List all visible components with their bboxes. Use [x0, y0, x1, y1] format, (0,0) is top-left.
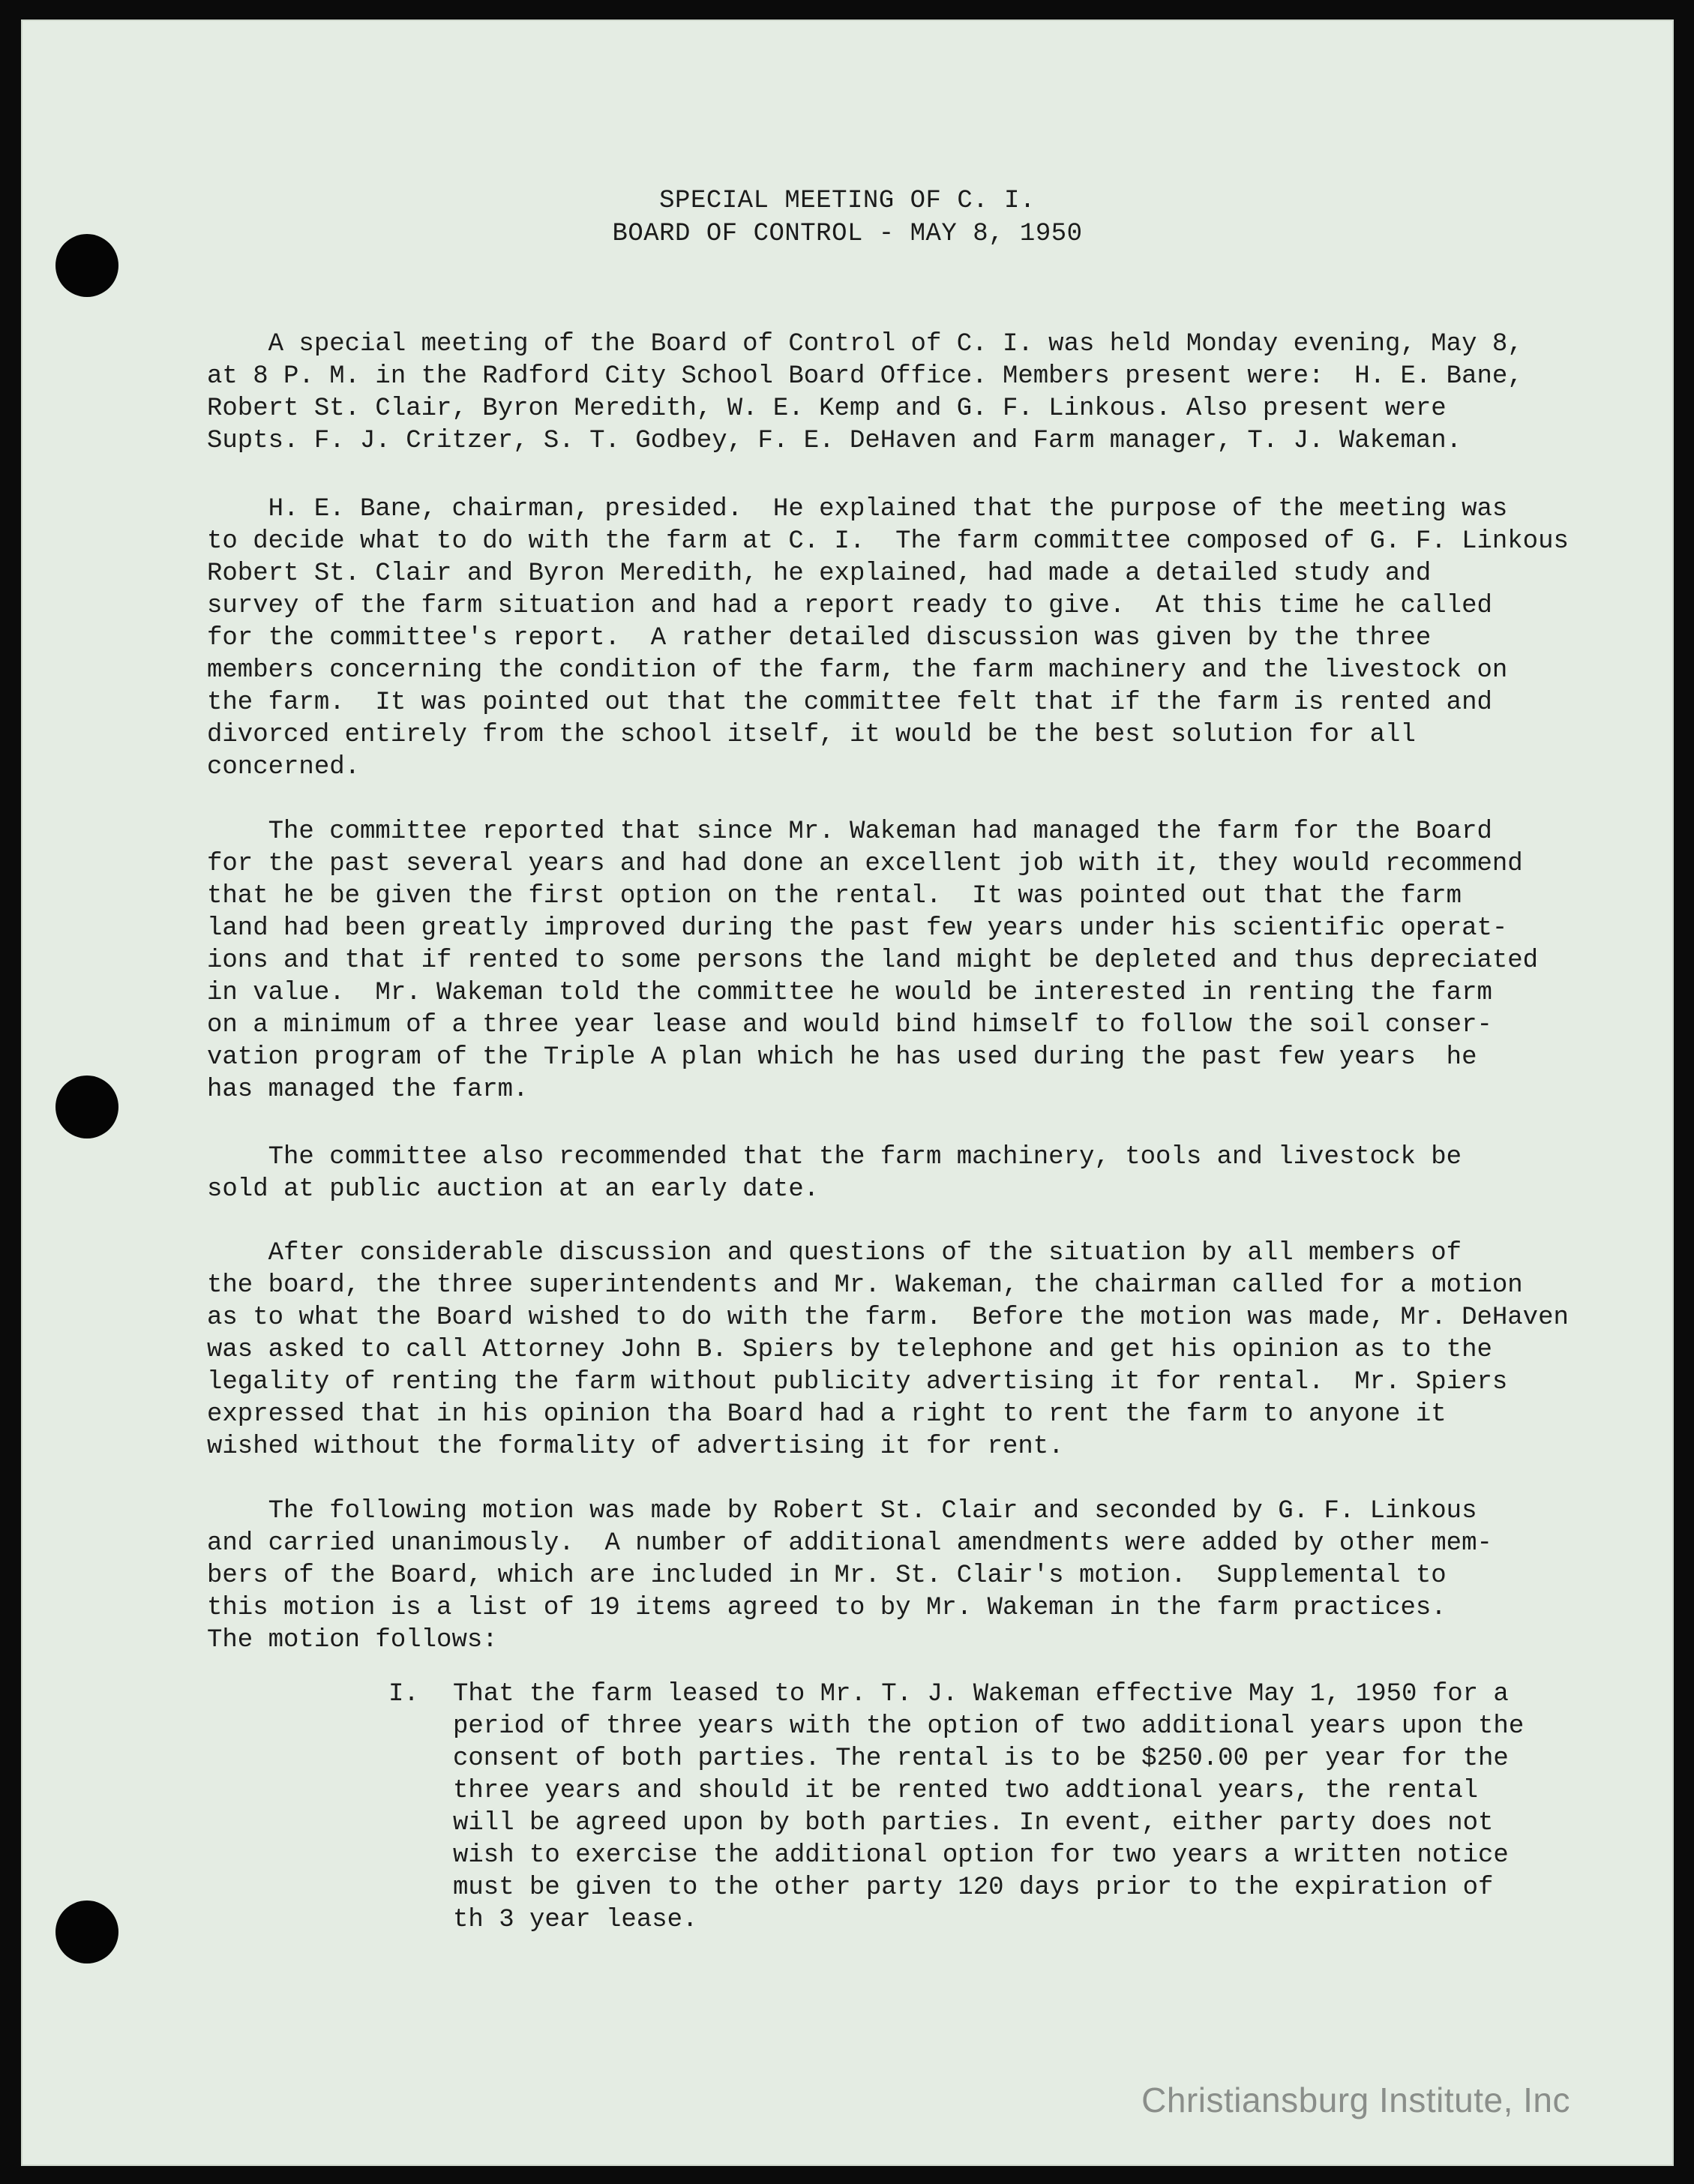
document-page [21, 20, 1674, 2166]
paragraph-6: The following motion was made by Robert St. Clair and seconded by G. F. Linkous and carried unanimously. A number of additional amendments were added by other mem- bers of the Board, which are included in Mr. St. Clair's motion. Supplemental to this motion is a list of 19 items agreed to by Mr. Wakeman in the farm practices. The motion follows: [207, 1497, 1492, 1654]
paragraph-1: A special meeting of the Board of Control of C. I. was held Monday evening, May 8, at 8 P. M. in the Radford City School Board Office. Members present were: H. E. Bane, Robert St. Clair, Byron Meredith, W. E. Kemp and G. F. Linkous. Also present were Supts. F. J. Critzer, S. T. Godbey, F. E. DeHaven and Farm manager, T. J. Wakeman. [207, 330, 1523, 455]
paragraph-4: The committee also recommended that the farm machinery, tools and livestock be sold at public auction at an early date. [207, 1143, 1462, 1204]
paragraph-3: The committee reported that since Mr. Wakeman had managed the farm for the Board for the past several years and had done an excellent job with it, they would recommend that he be given the first option on the rental. It was pointed out that the farm land had been greatly improved during the past few years under his scientific operat- ions and that if rented to some persons the land might be depleted and thus depreciated in value. Mr. Wakeman told the committee he would be interested in renting the farm on a minimum of a three year lease and would bind himself to follow the soil conser- vation program of the Triple A plan which he has used during the past few years he has managed the farm. [207, 818, 1539, 1104]
watermark: Christiansburg Institute, Inc [1141, 2080, 1570, 2120]
item-1-text: That the farm leased to Mr. T. J. Wakeman effective May 1, 1950 for a period of three years with the option of two additional years upon the consent of both parties. The rental is to be $250.00 per year for the three years and should it be rented two addtional years, the rental will be agreed upon by both parties. In event, either party does not wish to exercise the additional option for two years a written notice must be given to the other party 120 days prior to the expiration of th 3 year lease. [453, 1680, 1525, 1934]
title-line-1: SPECIAL MEETING OF C. I. [659, 187, 1036, 215]
item-1-number: I. [388, 1680, 419, 1708]
paragraph-2: H. E. Bane, chairman, presided. He explained that the purpose of the meeting was to decide what to do with the farm at C. I. The farm committee composed of G. F. Linkous Robert St. Clair and Byron Meredith, he explained, had made a detailed study and survey of the farm situation and had a report ready to give. At this time he called for the committee's report. A rather detailed discussion was given by the three members concerning the condition of the farm, the farm machinery and the livestock on the farm. It was pointed out that the committee felt that if the farm is rented and divorced entirely from the school itself, it would be the best solution for all concerned. [207, 495, 1569, 782]
punch-hole-bottom [55, 1900, 118, 1964]
paragraph-5: After considerable discussion and questions of the situation by all members of the board, the three superintendents and Mr. Wakeman, the chairman called for a motion as to what the Board wished to do with the farm. Before the motion was made, Mr. DeHaven was asked to call Attorney John B. Spiers by telephone and get his opinion as to the legality of renting the farm without publicity advertising it for rental. Mr. Spiers expressed that in his opinion tha Board had a right to rent the farm to anyone it wished without the formality of advertising it for rent. [207, 1239, 1569, 1461]
title-line-2: BOARD OF CONTROL - MAY 8, 1950 [612, 220, 1083, 248]
document-title [22, 184, 1672, 250]
punch-hole-middle [55, 1076, 118, 1138]
